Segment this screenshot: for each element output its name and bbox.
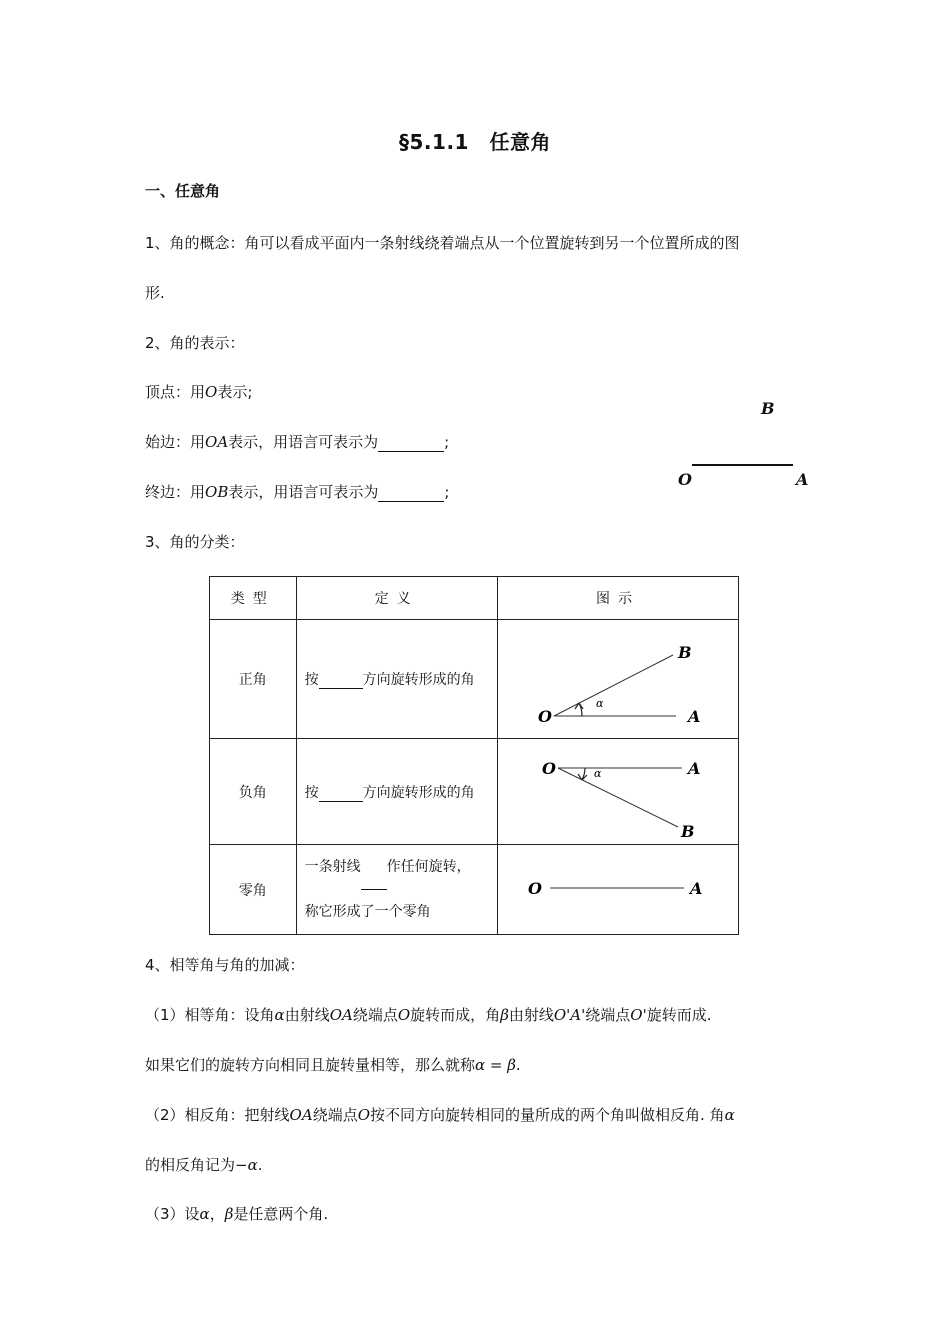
table-row <box>210 620 739 739</box>
definition-blank <box>319 672 363 689</box>
vertex-line <box>145 381 252 402</box>
definition-line-1 <box>305 845 497 890</box>
ray-ob <box>554 655 673 716</box>
row-definition <box>296 845 497 935</box>
definition-part-b: 方向旋转形成的角 <box>362 784 475 801</box>
label-a: A <box>689 878 703 898</box>
initial-blank <box>378 433 444 452</box>
header-figure: 图示 <box>497 577 738 620</box>
terminal-suffix: 表示，用语言可表示为 <box>228 483 379 501</box>
classification-heading: 3、角的分类： <box>145 533 245 551</box>
table-row <box>210 739 739 845</box>
label-o: O <box>541 759 556 778</box>
row-definition <box>296 620 497 739</box>
table-header-row <box>210 577 739 620</box>
label-a: A <box>687 759 701 778</box>
row-type: 零角 <box>210 845 297 935</box>
definition-blank <box>361 845 387 890</box>
arc-arrow <box>575 703 583 709</box>
text-segment: 由射线 <box>284 1006 330 1024</box>
math-o-prime: O' <box>630 1006 647 1024</box>
classification-table <box>209 576 739 935</box>
math-oa: OA <box>289 1106 313 1124</box>
vertex-symbol: O <box>205 383 218 401</box>
row-figure <box>497 845 738 935</box>
initial-end: ; <box>444 433 450 451</box>
text-segment: . <box>515 1056 521 1074</box>
terminal-symbol: OB <box>205 483 229 501</box>
text-segment: 旋转而成. <box>646 1006 712 1024</box>
label-b: B <box>677 643 692 662</box>
math-beta: β <box>224 1205 234 1223</box>
row-figure <box>497 620 738 739</box>
label-o: O <box>537 707 552 726</box>
definition-part-b: 作任何旋转， <box>386 859 471 875</box>
row-figure <box>497 739 738 845</box>
page-title: §5.1.1 任意角 <box>399 130 551 154</box>
initial-side-line <box>145 431 449 452</box>
initial-suffix: 表示，用语言可表示为 <box>228 433 379 451</box>
text-segment: ， <box>209 1205 225 1223</box>
definition-blank <box>319 785 363 802</box>
initial-prefix: 始边：用 <box>145 433 206 451</box>
text-segment: 如果它们的旋转方向相同且旋转量相等，那么就称 <box>145 1056 476 1074</box>
row-type: 正角 <box>210 620 297 739</box>
opposite-angle-line-2 <box>145 1154 263 1175</box>
terminal-side-line <box>145 481 449 502</box>
definition-part-a: 一条射线 <box>304 859 361 875</box>
math-alpha: α <box>274 1006 285 1024</box>
ray-ob <box>558 768 678 827</box>
header-type: 类型 <box>210 577 297 620</box>
definition-part-a: 按 <box>304 672 319 688</box>
vertex-suffix: 表示; <box>217 383 253 401</box>
zero-angle-figure <box>498 846 738 930</box>
label-alpha: α <box>593 767 602 780</box>
text-segment: 是任意两个角. <box>233 1205 329 1223</box>
math-oa: OA <box>329 1006 353 1024</box>
label-alpha: α <box>595 697 604 710</box>
text-segment: （3）设 <box>145 1205 200 1223</box>
equal-angle-line-1 <box>145 1004 711 1025</box>
text-segment: . <box>257 1156 263 1174</box>
arc-arrow <box>578 774 587 780</box>
text-segment: 旋转而成，角 <box>410 1006 501 1024</box>
initial-symbol: OA <box>205 433 229 451</box>
equal-angles-heading: 4、相等角与角的加减： <box>145 956 305 974</box>
table-row <box>210 845 739 935</box>
concept-line-1: 1、角的概念：角可以看成平面内一条射线绕着端点从一个位置旋转到另一个位置所成的图 <box>145 234 740 252</box>
opposite-angle-line-1 <box>145 1104 735 1125</box>
negative-angle-figure <box>498 739 738 840</box>
math-o: O <box>397 1006 411 1024</box>
representation-heading: 2、角的表示： <box>145 334 245 352</box>
text-segment: 绕端点 <box>352 1006 398 1024</box>
text-segment: 由射线 <box>508 1006 554 1024</box>
math-negative-alpha: −α <box>235 1156 258 1174</box>
terminal-prefix: 终边：用 <box>145 483 206 501</box>
math-o: O <box>357 1106 371 1124</box>
header-definition: 定义 <box>296 577 497 620</box>
terminal-blank <box>378 483 444 502</box>
text-segment: 绕端点 <box>312 1106 358 1124</box>
math-alpha: α <box>199 1205 210 1223</box>
text-segment: （1）相等角：设角 <box>145 1006 275 1024</box>
label-b: B <box>680 822 695 840</box>
positive-angle-figure <box>498 620 738 734</box>
vertex-prefix: 顶点：用 <box>145 383 206 401</box>
math-alpha: α <box>724 1106 735 1124</box>
text-segment: 绕端点 <box>585 1006 631 1024</box>
row-type: 负角 <box>210 739 297 845</box>
text-segment: （2）相反角：把射线 <box>145 1106 290 1124</box>
side-label-o: O <box>678 470 692 489</box>
math-beta: β <box>500 1006 509 1024</box>
text-segment: 的相反角记为 <box>145 1156 236 1174</box>
math-equation: α = β <box>475 1056 516 1074</box>
side-label-b: B <box>761 399 775 418</box>
side-ray-oa <box>692 464 793 466</box>
row-definition <box>296 739 497 845</box>
definition-part-a: 按 <box>304 784 319 801</box>
angle-sum-line <box>145 1203 328 1224</box>
equal-angle-line-2 <box>145 1054 521 1075</box>
math-o-prime-a-prime: O'A' <box>553 1006 586 1024</box>
label-a: A <box>687 707 701 726</box>
text-segment: 按不同方向旋转相同的量所成的两个角叫做相反角. 角 <box>370 1106 725 1124</box>
definition-part-b: 方向旋转形成的角 <box>362 672 475 688</box>
side-label-a: A <box>796 470 809 489</box>
label-o: O <box>527 878 542 898</box>
concept-line-2: 形. <box>145 284 165 302</box>
definition-part-c: 称它形成了一个零角 <box>304 904 431 920</box>
terminal-end: ; <box>444 483 450 501</box>
section-heading: 一、任意角 <box>145 182 221 200</box>
